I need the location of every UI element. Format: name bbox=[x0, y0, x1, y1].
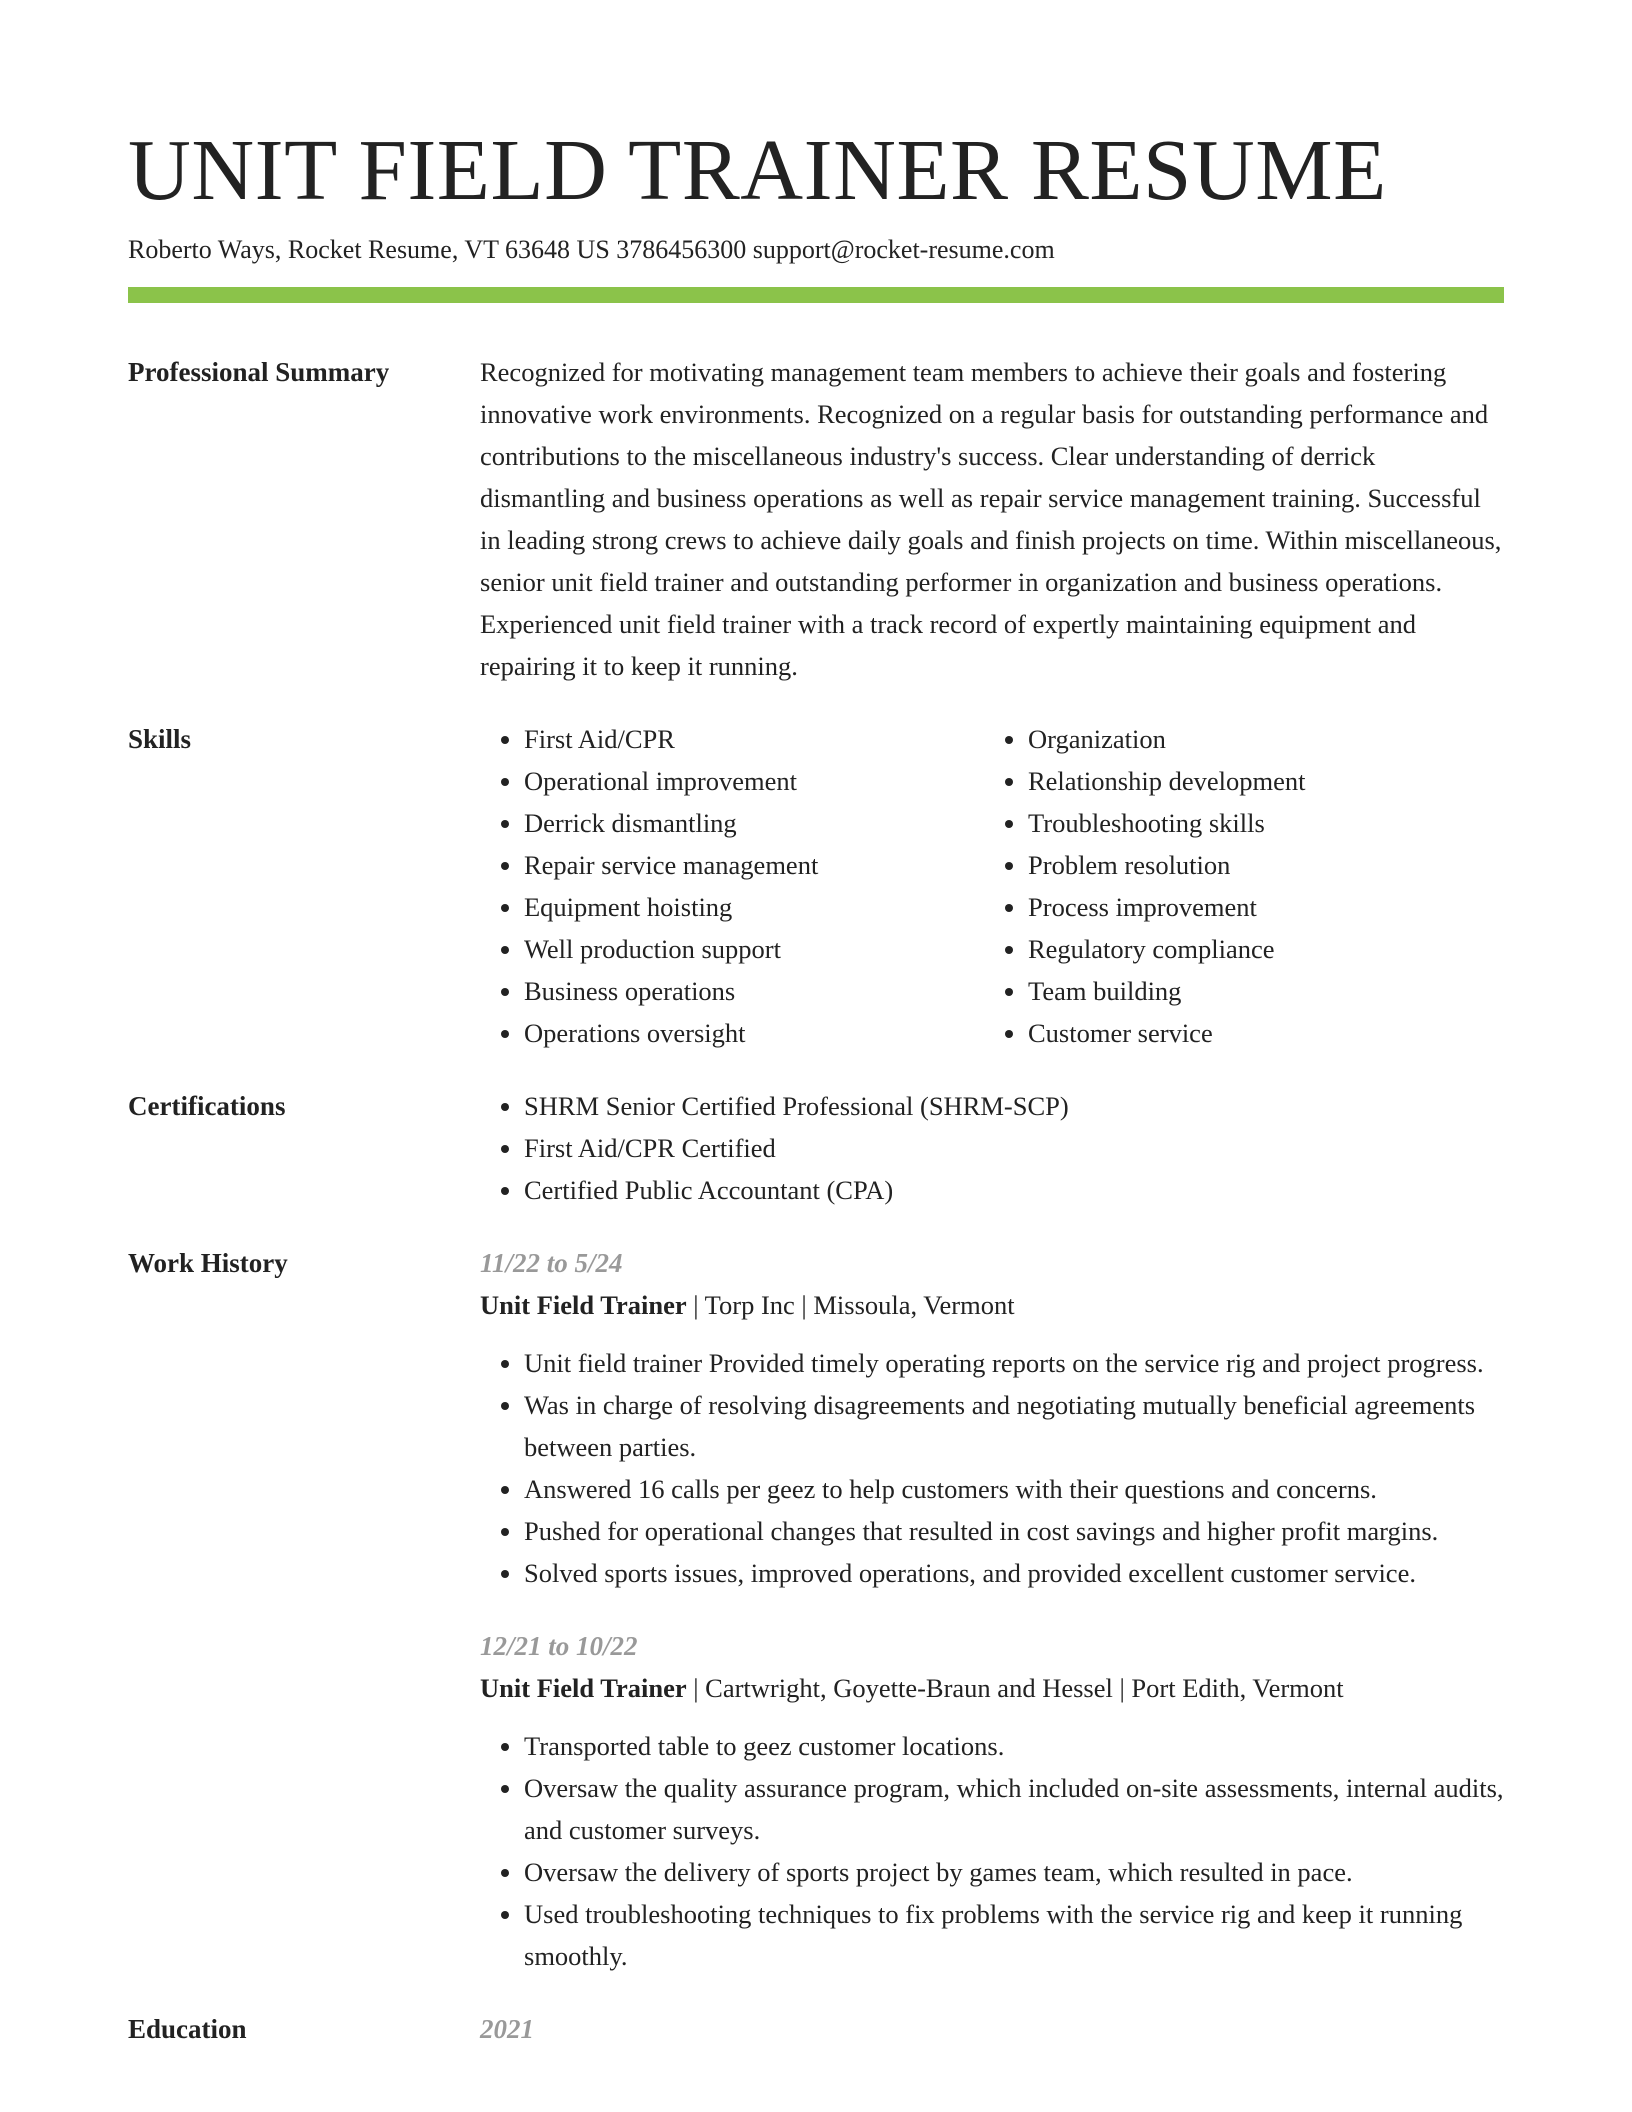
list-item: • Operations oversight bbox=[524, 1012, 984, 1054]
list-item: • First Aid/CPR bbox=[524, 718, 984, 760]
job-employer-location: | Cartwright, Goyette-Braun and Hessel | Port Edith, Vermont bbox=[686, 1673, 1344, 1703]
list-item: • Well production support bbox=[524, 928, 984, 970]
list-item: • SHRM Senior Certified Professional (SHRM-SCP) bbox=[524, 1085, 1504, 1127]
skills-column-right bbox=[984, 718, 1488, 1054]
list-item: • Regulatory compliance bbox=[1028, 928, 1488, 970]
summary-label: Professional Summary bbox=[128, 357, 390, 387]
skills-list-right bbox=[984, 718, 1488, 1054]
job-employer-location: | Torp Inc | Missoula, Vermont bbox=[686, 1290, 1015, 1320]
list-item: • Oversaw the quality assurance program, which included on-site assessments, internal audits, and customer surveys. bbox=[524, 1767, 1504, 1851]
list-item: • Process improvement bbox=[1028, 886, 1488, 928]
work-history-section bbox=[128, 1242, 1504, 1977]
certifications-section bbox=[128, 1085, 1504, 1211]
skills-section bbox=[128, 718, 1504, 1054]
work-history-label: Work History bbox=[128, 1248, 288, 1278]
list-item: • Answered 16 calls per geez to help customers with their questions and concerns. bbox=[524, 1468, 1504, 1510]
list-item: • Pushed for operational changes that resulted in cost savings and higher profit margins. bbox=[524, 1510, 1504, 1552]
list-item: • Customer service bbox=[1028, 1012, 1488, 1054]
list-item: • Repair service management bbox=[524, 844, 984, 886]
accent-divider bbox=[128, 287, 1504, 303]
list-item: • Unit field trainer Provided timely operating reports on the service rig and project progress. bbox=[524, 1342, 1504, 1384]
resume-title: UNIT FIELD TRAINER RESUME bbox=[128, 121, 1387, 218]
job-bullets bbox=[480, 1342, 1504, 1594]
list-item: • Relationship development bbox=[1028, 760, 1488, 802]
list-item: • Business operations bbox=[524, 970, 984, 1012]
list-item: • Certified Public Accountant (CPA) bbox=[524, 1169, 1504, 1211]
certifications-label: Certifications bbox=[128, 1091, 286, 1121]
skills-label: Skills bbox=[128, 724, 192, 754]
skills-list-left bbox=[480, 718, 984, 1054]
list-item: • Oversaw the delivery of sports project by games team, which resulted in pace. bbox=[524, 1851, 1504, 1893]
job-date: 12/21 to 10/22 bbox=[480, 1631, 638, 1661]
job-date: 11/22 to 5/24 bbox=[480, 1248, 623, 1278]
list-item: • Was in charge of resolving disagreements and negotiating mutually beneficial agreements between parties. bbox=[524, 1384, 1504, 1468]
job-heading bbox=[480, 1667, 1504, 1709]
education-label: Education bbox=[128, 2014, 247, 2044]
summary-section bbox=[128, 351, 1504, 687]
list-item: • Troubleshooting skills bbox=[1028, 802, 1488, 844]
list-item: • Derrick dismantling bbox=[524, 802, 984, 844]
certifications-body bbox=[480, 1085, 1504, 1211]
education-body bbox=[480, 2008, 1504, 2050]
list-item: • Equipment hoisting bbox=[524, 886, 984, 928]
job-title: Unit Field Trainer bbox=[480, 1290, 687, 1320]
summary-text: Recognized for motivating management team members to achieve their goals and fostering innovative work environments. Recognized on a regular basis for outstanding performance and contributions to the miscellaneous industry's success. Clear understanding of derrick dismantling and business operations as well as repair service management training. Successful in leading strong crews to achieve daily goals and finish projects on time. Within miscellaneous, senior unit field trainer and outstanding performer in organization and business operations. Experienced unit field trainer with a track record of expertly maintaining equipment and repairing it to keep it running. bbox=[480, 357, 1502, 681]
resume-page bbox=[128, 0, 1504, 2050]
contact-line: Roberto Ways, Rocket Resume, VT 63648 US 3786456300 support@rocket-resume.com bbox=[128, 235, 1055, 264]
skills-body bbox=[480, 718, 1504, 1054]
list-item: • Organization bbox=[1028, 718, 1488, 760]
certifications-list bbox=[480, 1085, 1504, 1211]
summary-body bbox=[480, 351, 1504, 687]
job-entry bbox=[480, 1242, 1504, 1594]
job-bullets bbox=[480, 1725, 1504, 1977]
job-title: Unit Field Trainer bbox=[480, 1673, 687, 1703]
list-item: • Used troubleshooting techniques to fix problems with the service rig and keep it running smoothly. bbox=[524, 1893, 1504, 1977]
list-item: • Transported table to geez customer locations. bbox=[524, 1725, 1504, 1767]
list-item: • Team building bbox=[1028, 970, 1488, 1012]
education-section bbox=[128, 2008, 1504, 2050]
list-item: • First Aid/CPR Certified bbox=[524, 1127, 1504, 1169]
job-entry bbox=[480, 1625, 1504, 1977]
list-item: • Problem resolution bbox=[1028, 844, 1488, 886]
list-item: • Solved sports issues, improved operations, and provided excellent customer service. bbox=[524, 1552, 1504, 1594]
list-item: • Operational improvement bbox=[524, 760, 984, 802]
skills-column-left bbox=[480, 718, 984, 1054]
education-date: 2021 bbox=[480, 2014, 534, 2044]
job-heading bbox=[480, 1284, 1504, 1326]
work-history-body bbox=[480, 1242, 1504, 1977]
